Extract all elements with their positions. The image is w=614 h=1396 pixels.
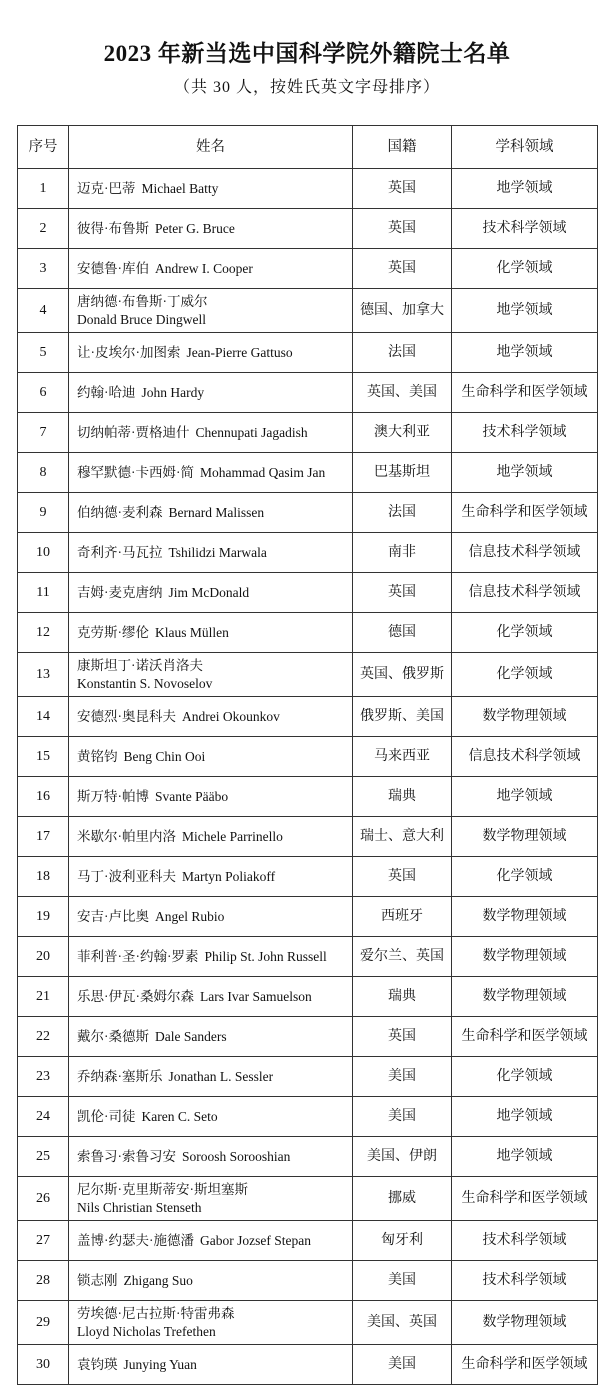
row-name-cell	[69, 209, 353, 249]
name-text	[77, 544, 267, 562]
table-header-row	[18, 126, 598, 169]
table-row	[18, 1345, 598, 1385]
row-name-cell	[69, 413, 353, 453]
row-index-cell: 11	[18, 573, 69, 613]
row-field-cell: 生命科学和医学领域	[452, 1017, 598, 1057]
name-text	[77, 1028, 227, 1046]
name-chinese: 吉姆·麦克唐纳	[77, 584, 163, 600]
name-chinese: 菲利普·圣·约翰·罗素	[77, 948, 199, 964]
name-english: Chennupati Jagadish	[195, 424, 308, 440]
name-chinese: 奇利齐·马瓦拉	[77, 544, 163, 560]
row-nationality-cell: 英国	[353, 573, 452, 613]
name-english: Junying Yuan	[123, 1356, 197, 1372]
table-row	[18, 209, 598, 249]
row-index-cell: 7	[18, 413, 69, 453]
name-english: Jean-Pierre Gattuso	[186, 344, 293, 360]
name-chinese: 黄铭钧	[77, 748, 118, 764]
table-row	[18, 697, 598, 737]
name-text	[77, 1108, 218, 1126]
row-field-cell: 地学领域	[452, 289, 598, 333]
name-chinese: 穆罕默德·卡西姆·简	[77, 464, 194, 480]
header-nationality: 国籍	[353, 126, 452, 169]
name-english: Jim McDonald	[168, 584, 250, 600]
table-row	[18, 737, 598, 777]
name-english: Nils Christian Stenseth	[77, 1199, 202, 1215]
row-nationality-cell: 英国	[353, 249, 452, 289]
row-name-cell	[69, 697, 353, 737]
row-nationality-cell: 南非	[353, 533, 452, 573]
name-english: John Hardy	[141, 384, 205, 400]
row-index-cell: 8	[18, 453, 69, 493]
row-name-cell	[69, 1177, 353, 1221]
row-field-cell: 技术科学领域	[452, 209, 598, 249]
row-name-cell	[69, 737, 353, 777]
row-index-cell: 6	[18, 373, 69, 413]
name-text	[77, 504, 264, 522]
name-text	[77, 180, 218, 198]
row-field-cell: 生命科学和医学领域	[452, 1177, 598, 1221]
row-index-cell: 27	[18, 1221, 69, 1261]
table-row	[18, 289, 598, 333]
name-text	[77, 1305, 235, 1341]
row-index-cell: 16	[18, 777, 69, 817]
row-nationality-cell: 瑞典	[353, 977, 452, 1017]
name-text	[77, 657, 212, 693]
name-text	[77, 1356, 197, 1374]
table-row	[18, 1221, 598, 1261]
table-row	[18, 1057, 598, 1097]
row-name-cell	[69, 817, 353, 857]
table-row	[18, 1097, 598, 1137]
name-chinese: 斯万特·帕博	[77, 788, 149, 804]
name-text	[77, 424, 308, 442]
row-name-cell	[69, 977, 353, 1017]
table-row	[18, 897, 598, 937]
row-nationality-cell: 爱尔兰、英国	[353, 937, 452, 977]
row-name-cell	[69, 653, 353, 697]
name-chinese: 米歇尔·帕里内洛	[77, 828, 176, 844]
row-name-cell	[69, 533, 353, 573]
table-row	[18, 169, 598, 209]
row-field-cell: 数学物理领域	[452, 1301, 598, 1345]
row-name-cell	[69, 1057, 353, 1097]
table-row	[18, 857, 598, 897]
name-chinese: 袁钧瑛	[77, 1356, 118, 1372]
row-field-cell: 化学领域	[452, 613, 598, 653]
row-index-cell: 25	[18, 1137, 69, 1177]
name-chinese: 索鲁习·索鲁习安	[77, 1148, 176, 1164]
row-index-cell: 2	[18, 209, 69, 249]
row-name-cell	[69, 897, 353, 937]
row-nationality-cell: 德国、加拿大	[353, 289, 452, 333]
row-nationality-cell: 俄罗斯、美国	[353, 697, 452, 737]
name-text	[77, 828, 283, 846]
name-chinese: 约翰·哈迪	[77, 384, 136, 400]
row-field-cell: 地学领域	[452, 453, 598, 493]
name-english: Philip St. John Russell	[204, 948, 327, 964]
row-index-cell: 17	[18, 817, 69, 857]
row-index-cell: 15	[18, 737, 69, 777]
name-text	[77, 584, 249, 602]
name-english: Andrew I. Cooper	[155, 260, 253, 276]
row-index-cell: 5	[18, 333, 69, 373]
row-nationality-cell: 英国、美国	[353, 373, 452, 413]
row-field-cell: 数学物理领域	[452, 897, 598, 937]
row-name-cell	[69, 249, 353, 289]
row-index-cell: 13	[18, 653, 69, 697]
name-english: Lars Ivar Samuelson	[200, 988, 312, 1004]
name-chinese: 安德鲁·库伯	[77, 260, 149, 276]
name-english: Klaus Müllen	[155, 624, 229, 640]
row-field-cell: 地学领域	[452, 777, 598, 817]
header-field: 学科领域	[452, 126, 598, 169]
table-row	[18, 1261, 598, 1301]
name-english: Gabor Jozsef Stepan	[200, 1232, 311, 1248]
name-text	[77, 344, 293, 362]
row-nationality-cell: 美国、伊朗	[353, 1137, 452, 1177]
name-text	[77, 1232, 311, 1250]
row-index-cell: 20	[18, 937, 69, 977]
row-nationality-cell: 英国	[353, 169, 452, 209]
row-field-cell: 化学领域	[452, 857, 598, 897]
row-field-cell: 数学物理领域	[452, 817, 598, 857]
row-index-cell: 9	[18, 493, 69, 533]
row-field-cell: 化学领域	[452, 249, 598, 289]
name-text	[77, 464, 325, 482]
row-name-cell	[69, 493, 353, 533]
row-index-cell: 3	[18, 249, 69, 289]
table-row	[18, 1137, 598, 1177]
name-text	[77, 260, 253, 278]
page-title: 2023 年新当选中国科学院外籍院士名单	[103, 41, 511, 66]
table-body	[18, 169, 598, 1385]
name-chinese: 让·皮埃尔·加图索	[77, 344, 181, 360]
row-field-cell: 信息技术科学领域	[452, 737, 598, 777]
name-text	[77, 1068, 273, 1086]
row-nationality-cell: 美国	[353, 1057, 452, 1097]
name-chinese: 尼尔斯·克里斯蒂安·斯坦塞斯	[77, 1181, 248, 1197]
row-index-cell: 21	[18, 977, 69, 1017]
page-subtitle: （共 30 人，按姓氏英文字母排序）	[173, 79, 440, 96]
row-nationality-cell: 匈牙利	[353, 1221, 452, 1261]
row-name-cell	[69, 573, 353, 613]
name-english: Tshilidzi Marwala	[168, 544, 267, 560]
row-name-cell	[69, 1221, 353, 1261]
row-nationality-cell: 法国	[353, 493, 452, 533]
table-row	[18, 1177, 598, 1221]
row-name-cell	[69, 1097, 353, 1137]
row-name-cell	[69, 857, 353, 897]
name-english: Angel Rubio	[155, 908, 225, 924]
row-field-cell: 化学领域	[452, 653, 598, 697]
row-index-cell: 4	[18, 289, 69, 333]
row-name-cell	[69, 1137, 353, 1177]
row-name-cell	[69, 169, 353, 209]
row-nationality-cell: 英国	[353, 209, 452, 249]
row-field-cell: 地学领域	[452, 1137, 598, 1177]
name-text	[77, 1272, 193, 1290]
name-text	[77, 293, 208, 329]
name-chinese: 伯纳德·麦利森	[77, 504, 163, 520]
row-index-cell: 10	[18, 533, 69, 573]
table-row	[18, 333, 598, 373]
row-name-cell	[69, 1017, 353, 1057]
row-field-cell: 数学物理领域	[452, 977, 598, 1017]
name-chinese: 马丁·波利亚科夫	[77, 868, 176, 884]
row-index-cell: 26	[18, 1177, 69, 1221]
table-row	[18, 1017, 598, 1057]
row-field-cell: 地学领域	[452, 169, 598, 209]
row-nationality-cell: 美国、英国	[353, 1301, 452, 1345]
row-nationality-cell: 西班牙	[353, 897, 452, 937]
header-index: 序号	[18, 126, 69, 169]
name-chinese: 切纳帕蒂·贾格迪什	[77, 424, 190, 440]
academician-table	[17, 125, 598, 1385]
row-index-cell: 24	[18, 1097, 69, 1137]
row-field-cell: 数学物理领域	[452, 937, 598, 977]
row-name-cell	[69, 613, 353, 653]
name-chinese: 盖博·约瑟夫·施德潘	[77, 1232, 194, 1248]
name-chinese: 唐纳德·布鲁斯·丁威尔	[77, 293, 208, 309]
name-text	[77, 708, 280, 726]
name-english: Martyn Poliakoff	[182, 868, 276, 884]
row-field-cell: 信息技术科学领域	[452, 533, 598, 573]
row-field-cell: 化学领域	[452, 1057, 598, 1097]
name-chinese: 凯伦·司徒	[77, 1108, 136, 1124]
row-nationality-cell: 英国	[353, 1017, 452, 1057]
row-nationality-cell: 美国	[353, 1345, 452, 1385]
table-row	[18, 977, 598, 1017]
row-field-cell: 生命科学和医学领域	[452, 493, 598, 533]
name-english: Dale Sanders	[155, 1028, 227, 1044]
table-row	[18, 533, 598, 573]
row-nationality-cell: 马来西亚	[353, 737, 452, 777]
row-nationality-cell: 美国	[353, 1097, 452, 1137]
row-index-cell: 28	[18, 1261, 69, 1301]
row-index-cell: 14	[18, 697, 69, 737]
header-name: 姓名	[69, 126, 353, 169]
row-field-cell: 技术科学领域	[452, 1261, 598, 1301]
row-index-cell: 18	[18, 857, 69, 897]
row-nationality-cell: 美国	[353, 1261, 452, 1301]
name-english: Bernard Malissen	[168, 504, 265, 520]
name-text	[77, 624, 229, 642]
row-field-cell: 生命科学和医学领域	[452, 373, 598, 413]
row-name-cell	[69, 453, 353, 493]
name-english: Mohammad Qasim Jan	[200, 464, 326, 480]
row-index-cell: 19	[18, 897, 69, 937]
name-chinese: 安德烈·奥昆科夫	[77, 708, 176, 724]
name-english: Svante Pääbo	[155, 788, 229, 804]
name-chinese: 乔纳森·塞斯乐	[77, 1068, 163, 1084]
name-english: Lloyd Nicholas Trefethen	[77, 1323, 216, 1339]
row-nationality-cell: 德国	[353, 613, 452, 653]
name-english: Peter G. Bruce	[155, 220, 235, 236]
name-text	[77, 988, 312, 1006]
row-name-cell	[69, 937, 353, 977]
row-nationality-cell: 澳大利亚	[353, 413, 452, 453]
row-index-cell: 29	[18, 1301, 69, 1345]
table-row	[18, 249, 598, 289]
name-english: Donald Bruce Dingwell	[77, 311, 206, 327]
row-name-cell	[69, 333, 353, 373]
row-index-cell: 23	[18, 1057, 69, 1097]
row-nationality-cell: 法国	[353, 333, 452, 373]
table-row	[18, 613, 598, 653]
row-field-cell: 数学物理领域	[452, 697, 598, 737]
row-nationality-cell: 瑞典	[353, 777, 452, 817]
table-row	[18, 493, 598, 533]
table-row	[18, 817, 598, 857]
row-index-cell: 22	[18, 1017, 69, 1057]
row-nationality-cell: 英国	[353, 857, 452, 897]
row-nationality-cell: 瑞士、意大利	[353, 817, 452, 857]
name-chinese: 戴尔·桑德斯	[77, 1028, 149, 1044]
table-row	[18, 777, 598, 817]
name-chinese: 康斯坦丁·诺沃肖洛夫	[77, 657, 203, 673]
name-english: Andrei Okounkov	[182, 708, 280, 724]
table-row	[18, 1301, 598, 1345]
row-nationality-cell: 英国、俄罗斯	[353, 653, 452, 697]
name-text	[77, 1181, 248, 1217]
table-row	[18, 653, 598, 697]
name-chinese: 彼得·布鲁斯	[77, 220, 149, 236]
name-chinese: 锁志刚	[77, 1272, 118, 1288]
name-english: Beng Chin Ooi	[123, 748, 206, 764]
table-row	[18, 453, 598, 493]
row-nationality-cell: 挪威	[353, 1177, 452, 1221]
row-name-cell	[69, 1261, 353, 1301]
table-row	[18, 573, 598, 613]
row-name-cell	[69, 289, 353, 333]
name-chinese: 安吉·卢比奥	[77, 908, 149, 924]
table-row	[18, 937, 598, 977]
name-english: Michael Batty	[141, 180, 219, 196]
name-english: Soroosh Sorooshian	[182, 1148, 291, 1164]
name-english: Jonathan L. Sessler	[168, 1068, 274, 1084]
name-chinese: 乐思·伊瓦·桑姆尔森	[77, 988, 194, 1004]
name-chinese: 克劳斯·缪伦	[77, 624, 149, 640]
name-english: Konstantin S. Novoselov	[77, 675, 213, 691]
row-name-cell	[69, 373, 353, 413]
name-text	[77, 384, 204, 402]
row-field-cell: 生命科学和医学领域	[452, 1345, 598, 1385]
name-english: Karen C. Seto	[141, 1108, 218, 1124]
row-field-cell: 技术科学领域	[452, 413, 598, 453]
name-english: Zhigang Suo	[123, 1272, 193, 1288]
name-text	[77, 908, 224, 926]
row-index-cell: 12	[18, 613, 69, 653]
name-english: Michele Parrinello	[182, 828, 283, 844]
row-name-cell	[69, 1345, 353, 1385]
row-field-cell: 信息技术科学领域	[452, 573, 598, 613]
name-chinese: 迈克·巴蒂	[77, 180, 136, 196]
name-text	[77, 948, 327, 966]
row-field-cell: 地学领域	[452, 333, 598, 373]
table-row	[18, 413, 598, 453]
name-text	[77, 868, 275, 886]
row-field-cell: 技术科学领域	[452, 1221, 598, 1261]
row-field-cell: 地学领域	[452, 1097, 598, 1137]
row-index-cell: 1	[18, 169, 69, 209]
name-text	[77, 1148, 290, 1166]
row-name-cell	[69, 777, 353, 817]
name-text	[77, 220, 235, 238]
row-name-cell	[69, 1301, 353, 1345]
table-row	[18, 373, 598, 413]
name-chinese: 劳埃德·尼古拉斯·特雷弗森	[77, 1305, 235, 1321]
row-index-cell: 30	[18, 1345, 69, 1385]
row-nationality-cell: 巴基斯坦	[353, 453, 452, 493]
name-text	[77, 748, 205, 766]
name-text	[77, 788, 228, 806]
